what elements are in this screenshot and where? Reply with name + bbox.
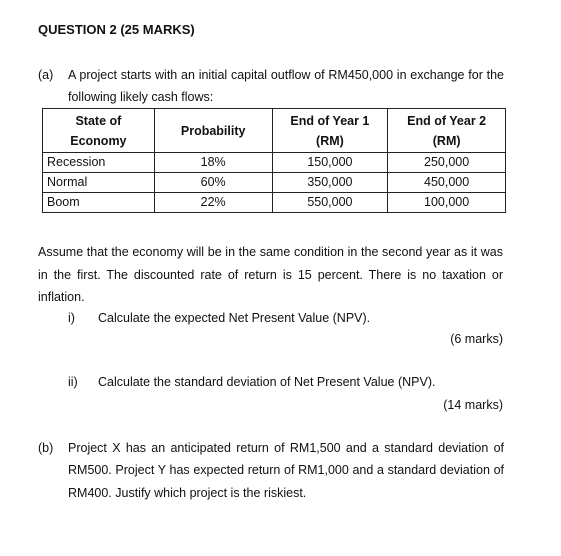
- cell-year1: 550,000: [272, 193, 388, 213]
- cash-flow-table: [42, 108, 506, 213]
- cell-probability: 22%: [154, 193, 272, 213]
- sub-question-ii-marks: (14 marks): [443, 398, 503, 412]
- part-b-line-2: RM500. Project Y has expected return of RM1,000 and a standard deviation of: [68, 463, 504, 477]
- cell-state: Normal: [43, 173, 155, 193]
- table-row: [43, 153, 506, 173]
- table-header-row: [43, 109, 506, 153]
- part-a-intro-line-1: A project starts with an initial capital outflow of RM450,000 in exchange for the: [68, 68, 504, 82]
- header-year2-line-2: (RM): [432, 133, 461, 148]
- header-year2-line-1: End of Year 2: [407, 113, 487, 128]
- part-a-label: (a): [38, 68, 54, 82]
- header-state-line-1: State of: [75, 113, 122, 128]
- header-end-of-year-1: [272, 109, 388, 153]
- sub-question-i-text: Calculate the expected Net Present Value (NPV).: [98, 311, 371, 325]
- part-b-label: (b): [38, 441, 54, 455]
- part-b-line-1: Project X has an anticipated return of RM1,500 and a standard deviation of: [68, 441, 504, 455]
- table-row: [43, 193, 506, 213]
- cell-year2: 450,000: [388, 173, 506, 193]
- cell-state: Boom: [43, 193, 155, 213]
- part-b-line-3: RM400. Justify which project is the riskiest.: [68, 486, 307, 500]
- assumption-line-3: inflation.: [38, 290, 85, 304]
- table-row: [43, 173, 506, 193]
- cell-year1: 150,000: [272, 153, 388, 173]
- cell-state: Recession: [43, 153, 155, 173]
- header-probability-text: Probability: [180, 123, 246, 138]
- cell-probability: 60%: [154, 173, 272, 193]
- cell-probability: 18%: [154, 153, 272, 173]
- header-end-of-year-2: [388, 109, 506, 153]
- header-probability: [154, 109, 272, 153]
- sub-question-i-marks: (6 marks): [450, 332, 503, 346]
- cell-year2: 100,000: [388, 193, 506, 213]
- part-a-intro-line-2: following likely cash flows:: [68, 90, 214, 104]
- header-year1-line-2: (RM): [316, 133, 344, 148]
- assumption-line-2: in the first. The discounted rate of return is 15 percent. There is no taxation or: [38, 268, 503, 282]
- question-title: QUESTION 2 (25 MARKS): [38, 22, 195, 37]
- cell-year2: 250,000: [388, 153, 506, 173]
- sub-question-ii-label: ii): [68, 375, 78, 389]
- sub-question-i-label: i): [68, 311, 75, 325]
- header-year1-line-1: End of Year 1: [290, 113, 370, 128]
- cell-year1: 350,000: [272, 173, 388, 193]
- header-state-line-2: Economy: [70, 133, 127, 148]
- sub-question-ii-text: Calculate the standard deviation of Net Present Value (NPV).: [98, 375, 436, 389]
- header-state-of-economy: [43, 109, 155, 153]
- assumption-line-1: Assume that the economy will be in the same condition in the second year as it was: [38, 245, 503, 259]
